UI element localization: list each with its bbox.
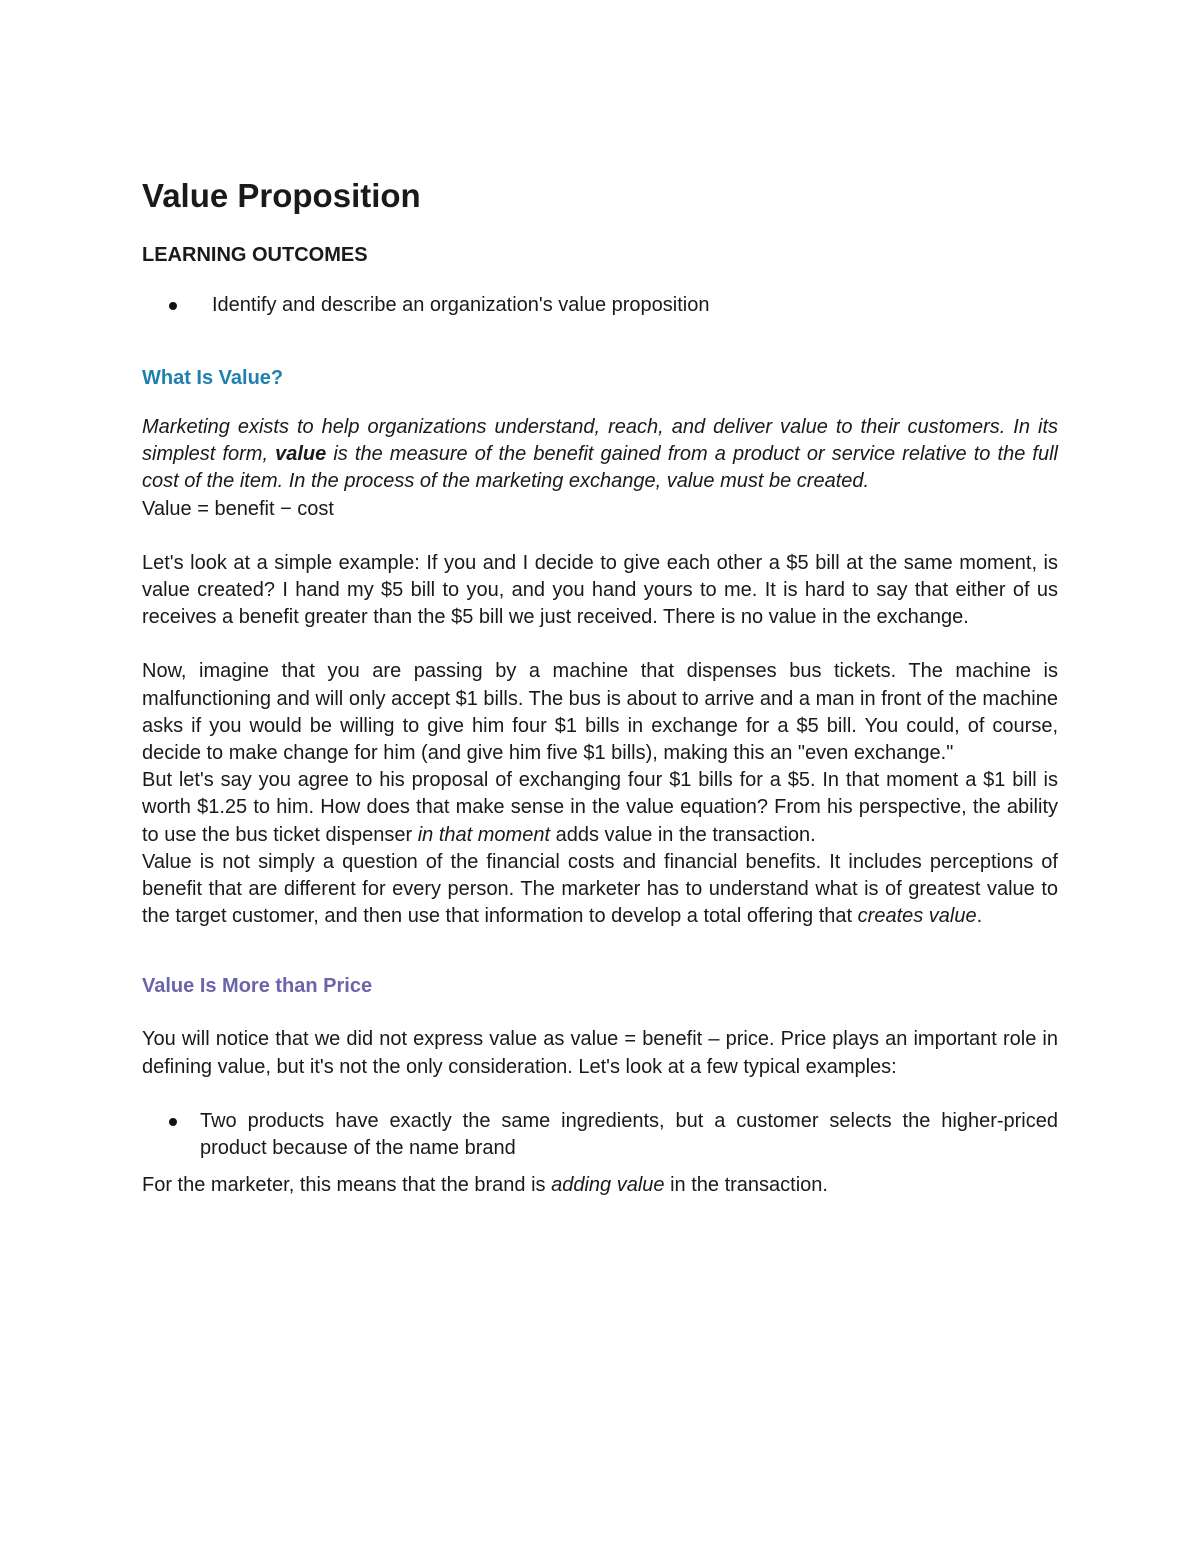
value-formula: Value = benefit − cost [142,497,334,520]
example-paragraph: Let's look at a simple example: If you and I decide to give each other a $5 bill at the same moment, is value created? I hand my $5 bill to you, and you hand yours to me. It is hard to say that either of us receives a benefit greater than the $5 bill we just received. There is no value in the exchange. [142,551,1058,629]
examples-list [142,1108,1058,1162]
conclusion-text-part1: For the marketer, this means that the brand is [142,1173,552,1196]
financial-text-part2: . [976,905,983,928]
agree-text-part1: But let's say you agree to his proposal of exchanging four $1 bills for a $5. In that moment a $1 bill is worth $1.25 to him. How does that make sense in the value equation? From his perspective, the ability to use the bus ticket dispenser [142,769,1058,846]
financial-emphasis: creates value [857,905,977,928]
list-item [142,292,1058,319]
conclusion-text-part2: in the transaction. [664,1173,828,1196]
page-title: Value Proposition [142,177,421,214]
definition-paragraph [142,414,1058,496]
agree-text-part2: adds value in the transaction. [550,823,816,846]
financial-paragraph [142,849,1058,931]
example-text: Two products have exactly the same ingredients, but a customer selects the higher-priced product because of the name brand [200,1109,1058,1159]
agree-paragraph [142,767,1058,849]
document-content [142,174,1058,1199]
agree-emphasis: in that moment [417,823,551,846]
machine-paragraph: Now, imagine that you are passing by a machine that dispenses bus tickets. The machine is malfunctioning and will only accept $1 bills. The bus is about to arrive and a man in front of the machine asks if you would be willing to give him four $1 bills in exchange for a $5 bill. You could, of course, decide to make change for him (and give him five $1 bills), making this an "even exchange." [142,660,1058,765]
section-heading-value-more-than-price: Value Is More than Price [142,975,373,998]
learning-outcomes-heading: LEARNING OUTCOMES [142,244,368,266]
definition-text-part2: is the measure of the benefit gained from a product or service relative to the full cost of the item. In the process of the marketing exchange, value must be created. [142,443,1058,493]
section-heading-what-is-value: What Is Value? [142,367,284,389]
definition-text-part1: Marketing exists to help organizations understand, reach, and deliver value to their customers. In its simplest form, [142,416,1058,466]
bullet-icon [169,302,177,310]
financial-text-part1: Value is not simply a question of the financial costs and financial benefits. It includes perceptions of benefit that are different for every person. The marketer has to understand what is of greatest value to the target customer, and then use that information to develop a total offering that [142,850,1058,928]
learning-outcome-text: Identify and describe an organization's value proposition [212,294,710,316]
conclusion-paragraph [142,1172,1058,1199]
learning-outcomes-list [142,292,1058,319]
bullet-icon [169,1118,177,1126]
definition-keyword: value [275,443,327,466]
list-item [142,1108,1058,1162]
conclusion-emphasis: adding value [551,1173,665,1196]
price-intro-paragraph: You will notice that we did not express value as value = benefit – price. Price plays an important role in defining value, but it's not the only consideration. Let's look at a few typical examples: [142,1028,1058,1078]
